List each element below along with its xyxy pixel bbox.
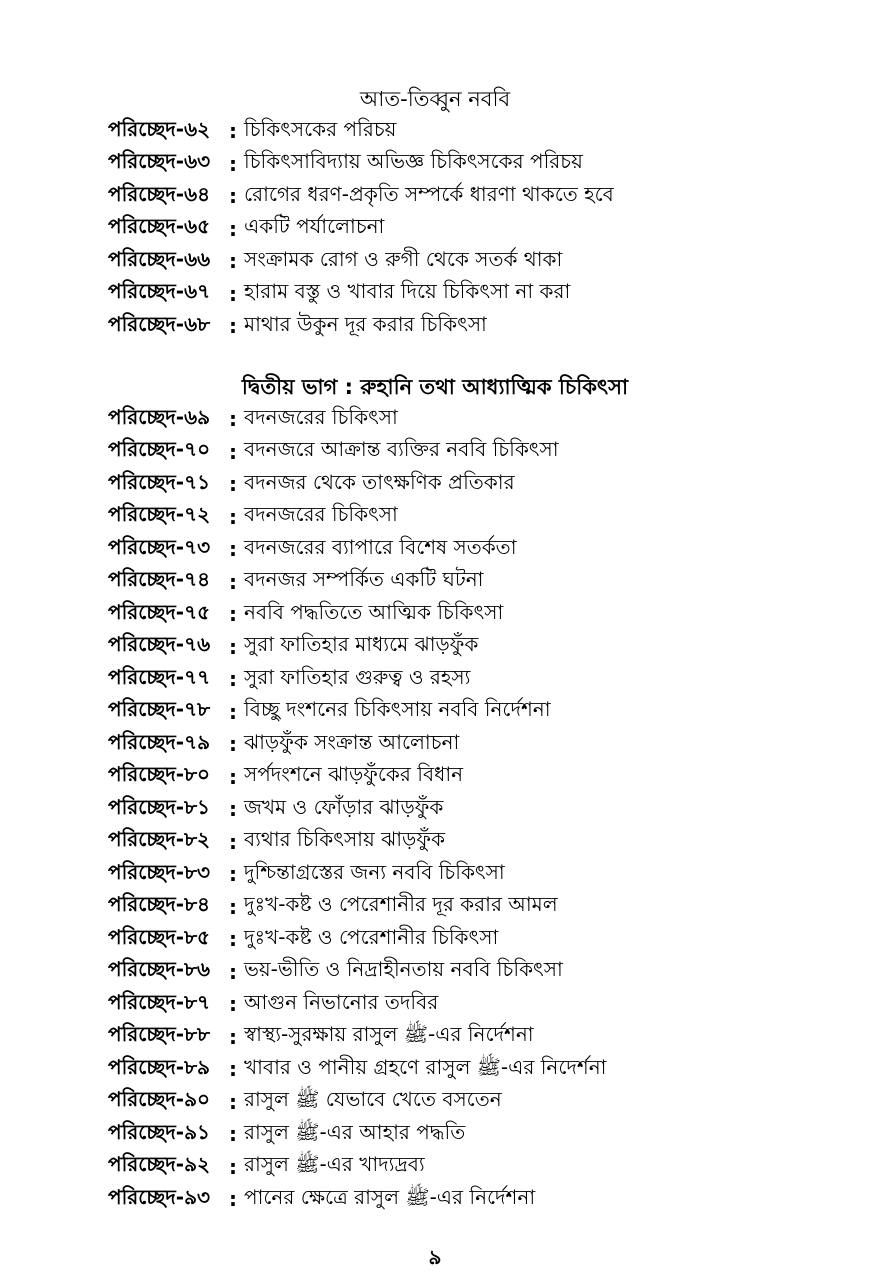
chapter-separator: : — [229, 829, 237, 854]
chapter-separator: : — [229, 151, 237, 176]
chapter-separator: : — [229, 1089, 237, 1114]
chapter-separator: : — [229, 314, 237, 339]
chapter-label: পরিচ্ছেদ-৬৯ — [108, 404, 211, 429]
chapter-title: রাসুল ﷺ-এর আহার পদ্ধতি — [244, 1119, 466, 1144]
chapter-label: পরিচ্ছেদ-৭৪ — [108, 567, 211, 592]
chapter-label: পরিচ্ছেদ-৭৮ — [108, 697, 211, 722]
chapter-title: দুঃখ-কষ্ট ও পেরেশানীর দূর করার আমল — [244, 892, 558, 917]
chapter-row — [108, 501, 848, 534]
chapter-title: জখম ও ফোঁড়ার ঝাড়ফুঁক — [244, 794, 444, 819]
chapter-separator: : — [229, 281, 237, 306]
chapter-label: পরিচ্ছেদ-৮৬ — [108, 957, 211, 982]
chapter-separator: : — [229, 732, 237, 757]
chapter-separator: : — [229, 992, 237, 1017]
chapter-title: রাসুল ﷺ যেভাবে খেতে বসতেন — [244, 1087, 502, 1112]
chapter-row — [108, 826, 848, 859]
chapter-label: পরিচ্ছেদ-৭২ — [108, 502, 211, 527]
chapter-title: পানের ক্ষেত্রে রাসুল ﷺ-এর নির্দেশনা — [244, 1184, 536, 1209]
chapter-separator: : — [229, 667, 237, 692]
chapter-separator: : — [229, 959, 237, 984]
chapter-label: পরিচ্ছেদ-৬৩ — [108, 149, 211, 174]
chapter-label: পরিচ্ছেদ-৬৪ — [108, 181, 211, 206]
chapter-row — [108, 180, 848, 213]
chapter-label: পরিচ্ছেদ-৭৭ — [108, 664, 211, 689]
chapter-list-section-1 — [108, 115, 848, 343]
chapter-title: মাথার উকুন দূর করার চিকিৎসা — [244, 311, 487, 336]
chapter-title: রাসুল ﷺ-এর খাদ্যদ্রব্য — [244, 1152, 425, 1177]
chapter-title: হারাম বস্তু ও খাবার দিয়ে চিকিৎসা না করা — [244, 279, 571, 304]
chapter-row — [108, 891, 848, 924]
chapter-label: পরিচ্ছেদ-৮২ — [108, 827, 211, 852]
chapter-row — [108, 988, 848, 1021]
chapter-label: পরিচ্ছেদ-৭৯ — [108, 729, 211, 754]
chapter-row — [108, 631, 848, 664]
chapter-label: পরিচ্ছেদ-৭০ — [108, 437, 211, 462]
chapter-title: খাবার ও পানীয় গ্রহণে রাসুল ﷺ-এর নিদের্শনা — [244, 1054, 607, 1079]
section-heading-tibbun-nabawi: আত-তিব্বুন নববি — [359, 87, 511, 111]
chapter-separator: : — [229, 439, 237, 464]
chapter-title: আগুন নিভানোর তদবির — [244, 989, 439, 1014]
chapter-title: বদনজরের চিকিৎসা — [244, 502, 398, 527]
chapter-separator: : — [229, 504, 237, 529]
chapter-label: পরিচ্ছেদ-৮৩ — [108, 859, 211, 884]
chapter-separator: : — [229, 249, 237, 274]
chapter-label: পরিচ্ছেদ-৮০ — [108, 762, 211, 787]
chapter-label: পরিচ্ছেদ-৮৯ — [108, 1054, 211, 1079]
chapter-separator: : — [229, 537, 237, 562]
chapter-label: পরিচ্ছেদ-৮৭ — [108, 989, 211, 1014]
chapter-row — [108, 245, 848, 278]
chapter-title: বদনজরের ব্যাপারে বিশেষ সতর্কতা — [244, 534, 517, 559]
chapter-separator: : — [229, 407, 237, 432]
chapter-row — [108, 696, 848, 729]
chapter-title: স্বাস্থ্য-সুরক্ষায় রাসুল ﷺ-এর নির্দেশনা — [244, 1022, 534, 1047]
chapter-separator: : — [229, 634, 237, 659]
chapter-row — [108, 533, 848, 566]
chapter-label: পরিচ্ছেদ-৯২ — [108, 1152, 211, 1177]
chapter-row — [108, 1053, 848, 1086]
chapter-title: দুশ্চিন্তাগ্রস্তের জন্য নববি চিকিৎসা — [244, 859, 505, 884]
chapter-title: চিকিৎসকের পরিচয় — [244, 116, 397, 141]
chapter-label: পরিচ্ছেদ-৮৫ — [108, 924, 211, 949]
chapter-row — [108, 403, 848, 436]
chapter-title: ব্যথার চিকিৎসায় ঝাড়ফুঁক — [244, 827, 445, 852]
chapter-separator: : — [229, 184, 237, 209]
chapter-row — [108, 858, 848, 891]
chapter-row — [108, 1086, 848, 1119]
chapter-row — [108, 278, 848, 311]
chapter-row — [108, 566, 848, 599]
chapter-label: পরিচ্ছেদ-৬৫ — [108, 214, 211, 239]
chapter-label: পরিচ্ছেদ-৭৬ — [108, 632, 211, 657]
chapter-title: চিকিৎসাবিদ্যায় অভিজ্ঞ চিকিৎসকের পরিচয় — [244, 149, 583, 174]
chapter-row — [108, 213, 848, 246]
chapter-title: বিচ্ছু দংশনের চিকিৎসায় নববি নির্দেশনা — [244, 697, 551, 722]
chapter-row — [108, 598, 848, 631]
chapter-separator: : — [229, 862, 237, 887]
section-heading-ruhani-treatment: দ্বিতীয় ভাগ : রুহানি তথা আধ্যাত্মিক চিকিৎসা — [241, 375, 629, 399]
chapter-row — [108, 1183, 848, 1216]
chapter-title: নববি পদ্ধতিতে আত্মিক চিকিৎসা — [244, 599, 504, 624]
chapter-title: বদনজর থেকে তাৎক্ষণিক প্রতিকার — [244, 469, 515, 494]
chapter-label: পরিচ্ছেদ-৬৭ — [108, 279, 211, 304]
chapter-row — [108, 793, 848, 826]
chapter-separator: : — [229, 894, 237, 919]
chapter-row — [108, 923, 848, 956]
chapter-separator: : — [229, 1154, 237, 1179]
chapter-title: বদনজর সম্পর্কিত একটি ঘটনা — [244, 567, 484, 592]
chapter-row — [108, 761, 848, 794]
chapter-label: পরিচ্ছেদ-৮৮ — [108, 1022, 211, 1047]
chapter-title: সংক্রামক রোগ ও রুগী থেকে সতর্ক থাকা — [244, 246, 563, 271]
page-number: ৯ — [428, 1245, 442, 1269]
chapter-row — [108, 1021, 848, 1054]
chapter-label: পরিচ্ছেদ-৬২ — [108, 116, 211, 141]
chapter-separator: : — [229, 1122, 237, 1147]
chapter-title: বদনজরে আক্রান্ত ব্যক্তির নববি চিকিৎসা — [244, 437, 559, 462]
chapter-separator: : — [229, 472, 237, 497]
chapter-row — [108, 728, 848, 761]
chapter-label: পরিচ্ছেদ-৭৩ — [108, 534, 211, 559]
chapter-title: দুঃখ-কষ্ট ও পেরেশানীর চিকিৎসা — [244, 924, 499, 949]
chapter-separator: : — [229, 699, 237, 724]
chapter-separator: : — [229, 1024, 237, 1049]
chapter-row — [108, 148, 848, 181]
chapter-label: পরিচ্ছেদ-৮৪ — [108, 892, 211, 917]
chapter-separator: : — [229, 764, 237, 789]
chapter-row — [108, 436, 848, 469]
chapter-separator: : — [229, 119, 237, 144]
chapter-row — [108, 956, 848, 989]
chapter-separator: : — [229, 1187, 237, 1212]
chapter-title: একটি পর্যালোচনা — [244, 214, 385, 239]
chapter-label: পরিচ্ছেদ-৭১ — [108, 469, 211, 494]
chapter-title: ঝাড়ফুঁক সংক্রান্ত আলোচনা — [244, 729, 460, 754]
chapter-list-section-2 — [108, 403, 848, 1216]
chapter-title: সুরা ফাতিহার মাধ্যমে ঝাড়ফুঁক — [244, 632, 479, 657]
chapter-label: পরিচ্ছেদ-৭৫ — [108, 599, 211, 624]
chapter-separator: : — [229, 602, 237, 627]
chapter-label: পরিচ্ছেদ-৯০ — [108, 1087, 211, 1112]
chapter-label: পরিচ্ছেদ-৬৮ — [108, 311, 211, 336]
chapter-title: বদনজরের চিকিৎসা — [244, 404, 398, 429]
chapter-separator: : — [229, 569, 237, 594]
chapter-label: পরিচ্ছেদ-৯১ — [108, 1119, 211, 1144]
chapter-separator: : — [229, 797, 237, 822]
chapter-row — [108, 1151, 848, 1184]
chapter-title: রোগের ধরণ-প্রকৃতি সম্পর্কে ধারণা থাকতে হবে — [244, 181, 614, 206]
chapter-row — [108, 468, 848, 501]
chapter-label: পরিচ্ছেদ-৯৩ — [108, 1184, 211, 1209]
chapter-separator: : — [229, 927, 237, 952]
chapter-title: ভয়-ভীতি ও নিদ্রাহীনতায় নববি চিকিৎসা — [244, 957, 563, 982]
chapter-label: পরিচ্ছেদ-৮১ — [108, 794, 211, 819]
chapter-row — [108, 115, 848, 148]
chapter-separator: : — [229, 1057, 237, 1082]
chapter-label: পরিচ্ছেদ-৬৬ — [108, 246, 211, 271]
chapter-row — [108, 1118, 848, 1151]
chapter-row — [108, 310, 848, 343]
chapter-separator: : — [229, 216, 237, 241]
chapter-row — [108, 663, 848, 696]
chapter-title: সর্পদংশনে ঝাড়ফুঁকের বিধান — [244, 762, 464, 787]
chapter-title: সুরা ফাতিহার গুরুত্ব ও রহস্য — [244, 664, 471, 689]
